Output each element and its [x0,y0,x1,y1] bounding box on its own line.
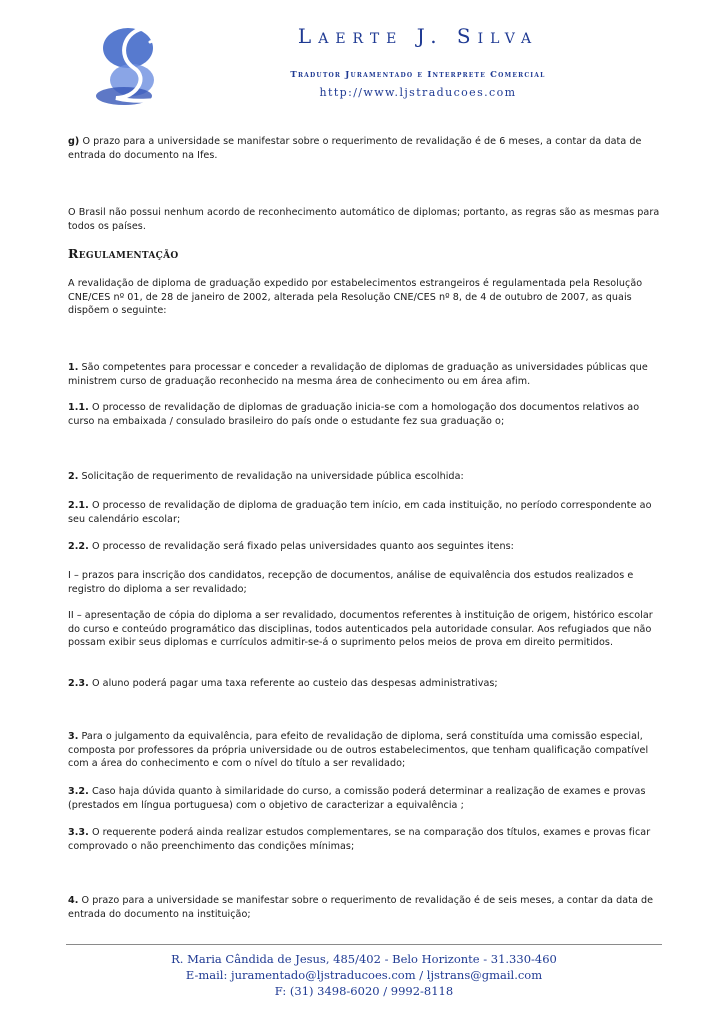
paragraph-3-2 [68,785,664,812]
paragraph-3-3 [68,826,664,853]
paragraph-item-ii: II – apresentação de cópia do diploma a ser revalidado, documentos referentes à instituição de origem, histórico escolar do curso e conteúdo programático das disciplinas, todos autenticados pela autoridade consular. Aos refugiados que não possam exibir seus diplomas e currículos admitir-se-á o suprimento pelos meios de prova em direito permitidos. [68,610,653,648]
section-heading: Regulamentação [68,246,179,261]
translator-name: Laerte J. Silva [297,24,539,48]
script-l-logo-icon [94,18,184,108]
paragraph-item-i: I – prazos para inscrição dos candidatos, recepção de documentos, análise de equivalência dos estudos realizados e registro do diploma a ser revalidado; [68,570,634,595]
footer-phone: F: (31) 3498-6020 / 9992-8118 [274,984,454,998]
website-link[interactable]: http://www.ljstraducoes.com [319,86,517,99]
footer-address: R. Maria Cândida de Jesus, 485/402 - Belo Horizonte - 31.330-460 [171,952,557,966]
paragraph-g [68,135,664,162]
item-number: 2.1. [68,500,89,511]
paragraph-1-1 [68,401,664,428]
paragraph-3 [68,730,664,771]
paragraph-2 [68,470,664,484]
translator-title: Tradutor Juramentado e Interprete Comercial [290,70,546,80]
item-number: 2.3. [68,678,89,689]
paragraph-text: O requerente poderá ainda realizar estudos complementares, se na comparação dos títulos, exames e provas ficar comprovado o não preenchimento das condições mínimas; [68,827,651,852]
paragraph-4 [68,894,664,921]
item-number: 3.2. [68,786,89,797]
footer-divider [66,944,662,945]
paragraph-text: Para o julgamento da equivalência, para efeito de revalidação de diploma, será constituída uma comissão especial, composta por professores da própria universidade ou de outros estabelecimentos, que tenham qualificação compatível com a área do conhecimento e com o nível do título a ser revalidado; [68,731,649,769]
paragraph-text: O processo de revalidação de diploma de graduação tem início, em cada instituição, no período correspondente ao seu calendário escolar; [68,500,652,525]
item-number: 2. [68,471,79,482]
paragraph-text: Solicitação de requerimento de revalidação na universidade pública escolhida: [78,471,464,482]
item-number: 2.2. [68,541,89,552]
item-number: g) [68,136,80,147]
item-number: 1. [68,362,79,373]
item-number: 3.3. [68,827,89,838]
paragraph-2-1 [68,499,664,526]
item-number: 1.1. [68,402,89,413]
paragraph-text: São competentes para processar e conceder a revalidação de diplomas de graduação as universidades públicas que ministrem curso de graduação reconhecido na mesma área de conhecimento ou em área afim. [68,362,648,387]
paragraph-2-3 [68,677,664,691]
paragraph-2-2 [68,540,664,554]
paragraph-text: O prazo para a universidade se manifestar sobre o requerimento de revalidação é de 6 meses, a contar da data de entrada do documento na Ifes. [68,136,642,161]
paragraph-text: Caso haja dúvida quanto à similaridade do curso, a comissão poderá determinar a realização de exames e provas (prestados em língua portuguesa) com o objetivo de caracterizar a equivalência ; [68,786,646,811]
paragraph-text: O processo de revalidação será fixado pelas universidades quanto aos seguintes itens: [88,541,514,552]
paragraph-revalidacao: A revalidação de diploma de graduação expedido por estabelecimentos estrangeiros é regulamentada pela Resolução CNE/CES nº 01, de 28 de janeiro de 2002, alterada pela Resolução CNE/CES nº 8, de 4 de outubro de 2007, as quais dispõem o seguinte: [68,278,643,316]
item-number: 3. [68,731,79,742]
paragraph-text: O prazo para a universidade se manifestar sobre o requerimento de revalidação é de seis meses, a contar da data de entrada do documento na instituição; [68,895,654,920]
paragraph-text: O aluno poderá pagar uma taxa referente ao custeio das despesas administrativas; [88,678,498,689]
paragraph-brasil: O Brasil não possui nenhum acordo de reconhecimento automático de diplomas; portanto, as regras são as mesmas para todos os países. [68,207,660,232]
paragraph-1 [68,361,664,388]
footer-email[interactable]: E-mail: juramentado@ljstraducoes.com / ljstrans@gmail.com [185,968,543,982]
item-number: 4. [68,895,79,906]
paragraph-text: O processo de revalidação de diplomas de graduação inicia-se com a homologação dos documentos relativos ao curso na embaixada / consulado brasileiro do país onde o estudante fez sua graduação o; [68,402,640,427]
